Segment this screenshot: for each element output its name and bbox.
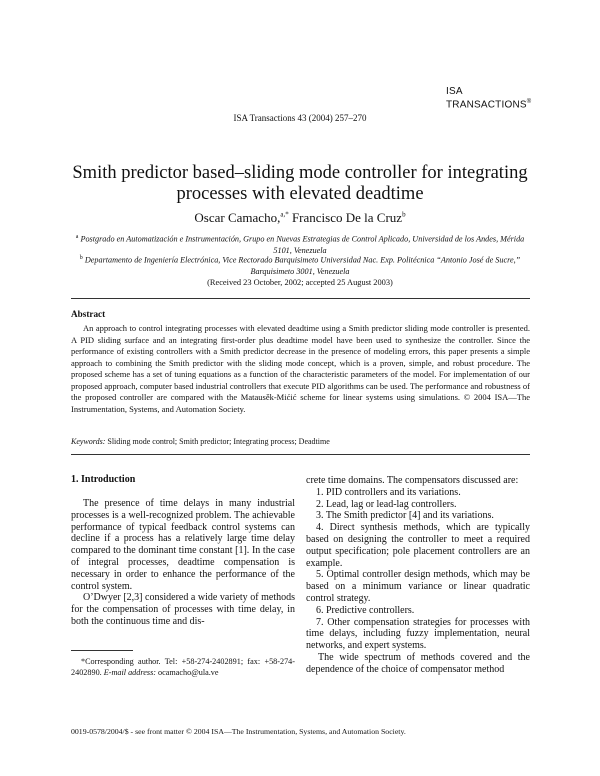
logo-line-2-text: TRANSACTIONS bbox=[446, 99, 527, 111]
affiliation-b-text: Departamento de Ingeniería Electrónica, Vice Rectorado Barquisimeto Universidad Nac. Exp. Politécnica “Antonio José de Sucre,” Barquisimeto 3001, Venezuela bbox=[82, 255, 521, 276]
intro-paragraph-1: The presence of time delays in many industrial processes is a well-recognized problem. The achievable performance of typical feedback control systems can decline if a process has a relatively large time delay compared to the dominant time constant [1]. In the case of integral processes, deadtime compensation is necessary in order to enhance the performance of the control system. bbox=[71, 498, 295, 592]
affiliation-a-text: Postgrado en Automatización e Instrumentación, Grupo en Nuevas Estrategias de Control Aplicado, Universidad de los Andes, Mérida 5101, Venezuela bbox=[78, 234, 525, 255]
affiliation-b bbox=[70, 253, 530, 277]
intro-continuation: crete time domains. The compensators discussed are: bbox=[306, 475, 519, 486]
logo-registered-mark: ® bbox=[526, 99, 532, 105]
author-1: Oscar Camacho, bbox=[194, 210, 281, 225]
intro-paragraph-2: O’Dwyer [2,3] considered a wide variety of methods for the compensation of processes with time delay, in both the continuous time and dis- bbox=[71, 592, 295, 627]
paper-title: Smith predictor based–sliding mode controller for integrating processes with elevated deadtime bbox=[72, 163, 528, 204]
affiliation-a-mark: a bbox=[75, 234, 79, 240]
author-2-mark: b bbox=[402, 210, 406, 219]
section-heading-introduction: 1. Introduction bbox=[71, 474, 136, 485]
right-column bbox=[306, 475, 530, 676]
footnote-text: *Corresponding author. Tel: +58-274-2402891; fax: +58-274-2402890. bbox=[71, 657, 295, 677]
abstract-top-rule bbox=[71, 298, 530, 299]
abstract-heading: Abstract bbox=[71, 309, 106, 319]
author-1-mark: a,* bbox=[280, 210, 289, 219]
journal-reference: ISA Transactions 43 (2004) 257–270 bbox=[233, 113, 367, 123]
list-item: 7. Other compensation strategies for processes with time delays, including fuzzy implementation, neural networks, and expert systems. bbox=[306, 616, 530, 652]
received-dates: (Received 23 October, 2002; accepted 25 August 2003) bbox=[207, 278, 393, 287]
footnote-email-label: E-mail address: bbox=[103, 668, 156, 677]
left-column bbox=[71, 492, 295, 628]
page-footer: 0019-0578/2004/$ - see front matter © 2004 ISA—The Instrumentation, Systems, and Automation Society. bbox=[71, 727, 406, 736]
footnote-email[interactable]: ocamacho@ula.ve bbox=[155, 668, 219, 677]
abstract-bottom-rule bbox=[71, 454, 530, 455]
list-item: 4. Direct synthesis methods, which are typically based on designing the controller to meet a required output specification; pole placement controllers are an example. bbox=[306, 522, 530, 569]
author-2: Francisco De la Cruz bbox=[288, 210, 403, 225]
logo-line-2 bbox=[446, 97, 566, 110]
keywords bbox=[71, 437, 530, 446]
list-item: 2. Lead, lag or lead-lag controllers. bbox=[316, 498, 457, 510]
list-item: 5. Optimal controller design methods, which may be based on a minimum variance or linear quadratic control strategy. bbox=[306, 569, 530, 604]
affiliation-b-mark: b bbox=[79, 255, 83, 261]
list-item: 3. The Smith predictor [4] and its variations. bbox=[316, 510, 494, 522]
corresponding-author-footnote bbox=[71, 656, 295, 678]
list-item: 1. PID controllers and its variations. bbox=[316, 486, 461, 498]
abstract-text: An approach to control integrating processes with elevated deadtime using a Smith predictor sliding mode controller is presented. A PID sliding surface and an integrating first-order plus deadtime model have been used to synthesize the controller. Since the performance of existing controllers with a Smith predictor decrease in the presence of modeling errors, this paper presents a simple approach to combining the Smith predictor with the sliding mode concept, which is a proven, simple, and robust procedure. The proposed scheme has a set of tuning equations as a function of the characteristic parameters of the model. For implementation of our proposed approach, computer based industrial controllers that execute PID algorithms can be used. The performance and robustness of the proposed controller are compared with the Matausěk-Mićić scheme for linear systems using simulations. © 2004 ISA—The Instrumentation, Systems, and Automation Society. bbox=[71, 323, 530, 414]
author-line bbox=[0, 210, 600, 226]
keywords-text: Sliding mode control; Smith predictor; Integrating process; Deadtime bbox=[105, 437, 330, 446]
intro-paragraph-3: The wide spectrum of methods covered and the dependence of the choice of compensator method bbox=[306, 651, 530, 675]
list-item: 6. Predictive controllers. bbox=[316, 604, 415, 616]
footnote-rule bbox=[71, 650, 133, 651]
logo-line-1: ISA bbox=[446, 86, 463, 97]
journal-logo bbox=[446, 86, 566, 110]
keywords-label: Keywords: bbox=[71, 437, 106, 446]
